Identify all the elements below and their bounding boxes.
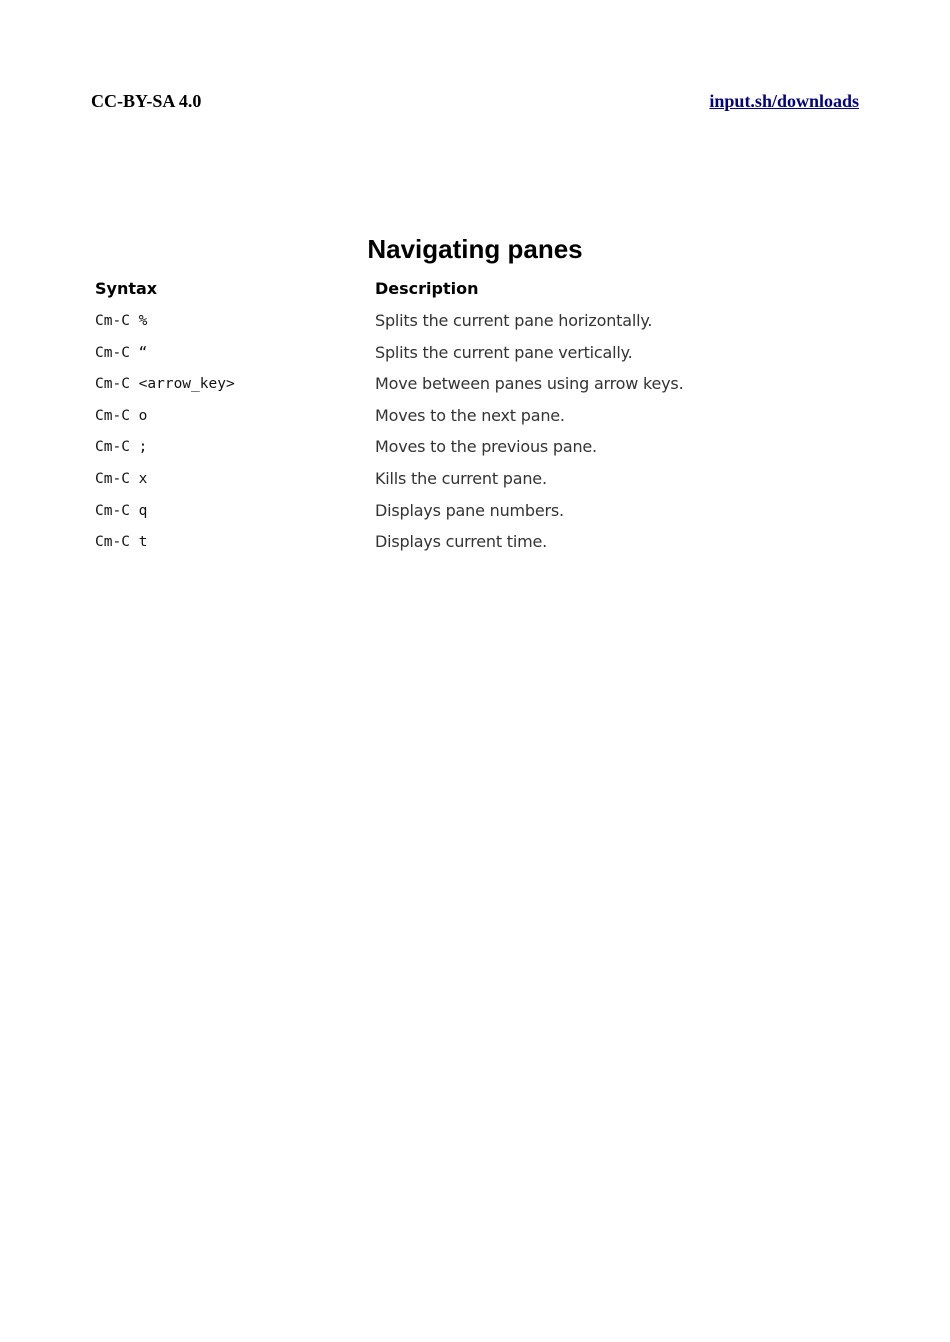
section-title: Navigating panes <box>367 234 583 264</box>
description-cell: Moves to the previous pane. <box>375 437 597 457</box>
downloads-link[interactable]: input.sh/downloads <box>709 91 859 111</box>
syntax-column-header: Syntax <box>95 279 158 298</box>
description-cell: Splits the current pane horizontally. <box>375 311 653 330</box>
syntax-cell: Cm-C q <box>95 502 148 519</box>
syntax-cell: Cm-C ; <box>95 439 148 456</box>
description-cell: Splits the current pane vertically. <box>375 342 633 362</box>
syntax-cell: Cm-C “ <box>95 344 148 361</box>
table-row <box>95 304 855 336</box>
table-row <box>95 525 855 557</box>
syntax-cell: Cm-C % <box>95 313 148 329</box>
description-cell: Displays current time. <box>375 532 548 552</box>
table-header-row <box>95 278 855 304</box>
description-cell: Move between panes using arrow keys. <box>375 374 684 394</box>
description-cell: Kills the current pane. <box>375 468 547 488</box>
syntax-cell: Cm-C o <box>95 407 148 424</box>
syntax-cell: Cm-C x <box>95 470 148 487</box>
shortcut-table <box>95 278 855 557</box>
syntax-cell: Cm-C <arrow_key> <box>95 376 235 393</box>
table-row <box>95 367 855 399</box>
description-cell: Displays pane numbers. <box>375 500 564 520</box>
syntax-cell: Cm-C t <box>95 534 148 551</box>
table-row <box>95 336 855 368</box>
table-row <box>95 399 855 431</box>
table-row <box>95 462 855 494</box>
description-column-header: Description <box>375 279 479 298</box>
table-row <box>95 430 855 462</box>
table-row <box>95 494 855 526</box>
description-cell: Moves to the next pane. <box>375 405 565 425</box>
license-label: CC-BY-SA 4.0 <box>91 91 202 111</box>
